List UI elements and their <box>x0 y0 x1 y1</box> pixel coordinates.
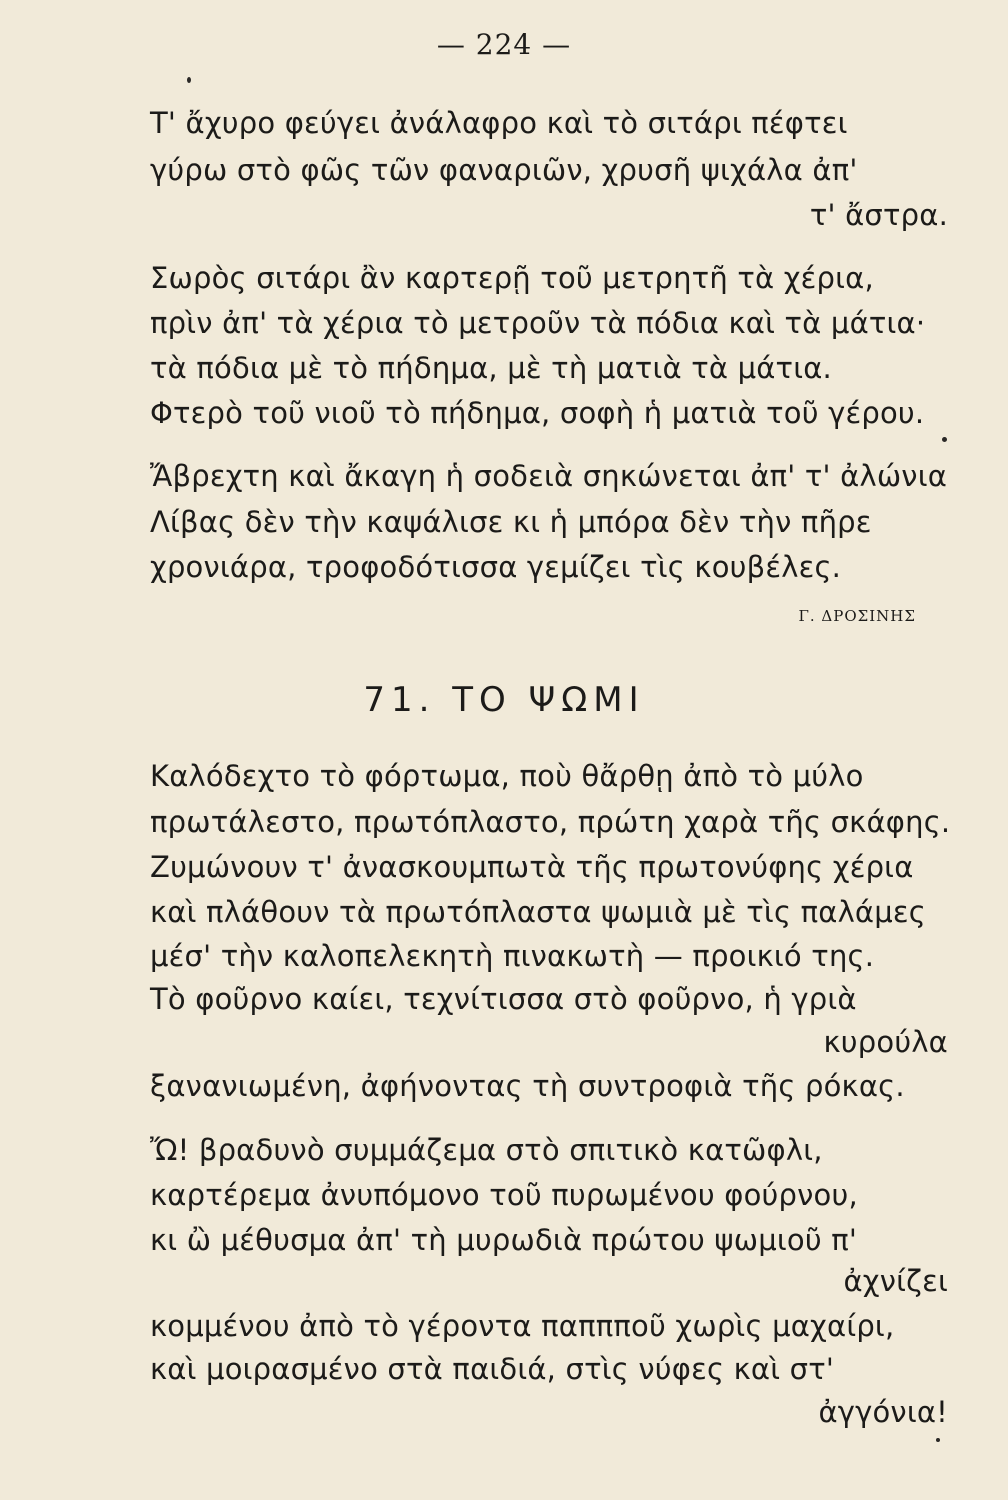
poem-line-continuation: ἀγγόνια! <box>818 1395 948 1429</box>
poem-line: Φτερὸ τοῦ νιοῦ τὸ πήδημα, σοφὴ ἡ ματιὰ τοῦ γέρου. <box>150 396 925 430</box>
poem-line: Σωρὸς σιτάρι ἂν καρτερῇ τοῦ μετρητῆ τὰ χέρια, <box>150 261 874 295</box>
poem-line: Λίβας δὲν τὴν καψάλισε κι ἡ μπόρα δὲν τὴν πῆρε <box>150 505 872 539</box>
poem-line: μέσ' τὴν καλοπελεκητὴ πινακωτὴ — προικιό της. <box>150 939 875 973</box>
poem-title: 71. ΤΟ ΨΩΜΙ <box>363 680 645 720</box>
poem-line: καρτέρεμα ἀνυπόμονο τοῦ πυρωμένου φούρνου, <box>150 1178 858 1212</box>
ink-speck <box>936 1438 940 1442</box>
poem-line-continuation: τ' ἄστρα. <box>809 198 948 232</box>
poem-line: τὰ πόδια μὲ τὸ πήδημα, μὲ τὴ ματιὰ τὰ μάτια. <box>150 351 832 385</box>
poem-line: κομμένου ἀπὸ τὸ γέροντα παππποῦ χωρὶς μαχαίρι, <box>150 1309 895 1343</box>
poem-line: Τ' ἄχυρο φεύγει ἀνάλαφρο καὶ τὸ σιτάρι πέφτει <box>150 106 848 140</box>
poem-line: πρὶν ἀπ' τὰ χέρια τὸ μετροῦν τὰ πόδια καὶ τὰ μάτια· <box>150 306 926 340</box>
page-number: — 224 — <box>436 28 572 61</box>
poem-line: χρονιάρα, τροφοδότισσα γεμίζει τὶς κουβέλες. <box>150 550 842 584</box>
ink-speck <box>942 437 947 442</box>
poem-line: καὶ πλάθουν τὰ πρωτόπλαστα ψωμιὰ μὲ τὶς παλάμες <box>150 895 926 929</box>
poem-line: Τὸ φοῦρνο καίει, τεχνίτισσα στὸ φοῦρνο, ἡ γριὰ <box>150 982 857 1016</box>
poem-line-continuation: κυρούλα <box>823 1025 948 1059</box>
author-signature: Γ. ΔΡΟΣΙΝΗΣ <box>798 607 916 625</box>
poem-line-continuation: ἀχνίζει <box>843 1264 948 1298</box>
poem-line: πρωτάλεστο, πρωτόπλαστο, πρώτη χαρὰ τῆς σκάφης. <box>150 805 951 839</box>
poem-line: καὶ μοιρασμένο στὰ παιδιά, στὶς νύφες καὶ στ' <box>150 1352 835 1386</box>
ink-speck <box>187 77 191 83</box>
poem-line: Ζυμώνουν τ' ἀνασκουμπωτὰ τῆς πρωτονύφης χέρια <box>150 850 914 884</box>
poem-line: κι ὢ μέθυσμα ἀπ' τὴ μυρωδιὰ πρώτου ψωμιοῦ π' <box>150 1223 858 1257</box>
poem-line: γύρω στὸ φῶς τῶν φαναριῶν, χρυσῆ ψιχάλα ἀπ' <box>150 153 858 187</box>
poem-line: Ὤ! βραδυνὸ συμμάζεμα στὸ σπιτικὸ κατῶφλι, <box>150 1133 823 1167</box>
poem-line: Ἄβρεχτη καὶ ἄκαγη ἡ σοδειὰ σηκώνεται ἀπ' τ' ἀλώνια <box>150 459 948 493</box>
poem-line: ξανανιωμένη, ἀφήνοντας τὴ συντροφιὰ τῆς ρόκας. <box>150 1069 905 1103</box>
poem-line: Καλόδεχτο τὸ φόρτωμα, ποὺ θἄρθῃ ἀπὸ τὸ μύλο <box>150 759 864 793</box>
